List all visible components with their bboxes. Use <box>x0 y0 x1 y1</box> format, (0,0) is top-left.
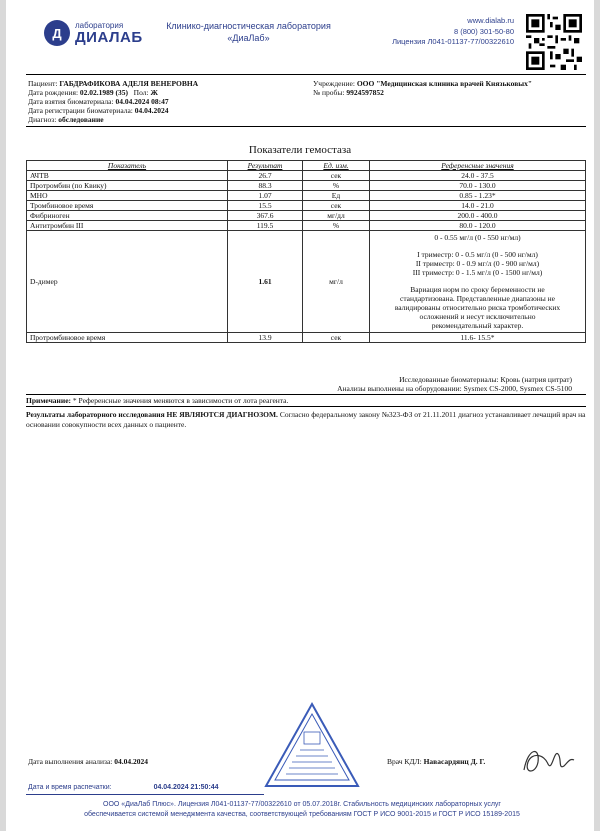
table-row <box>27 333 586 343</box>
col-header: Ед. изм. <box>303 161 370 171</box>
table-header-row <box>27 161 586 171</box>
equipment-text: Анализы выполнены на оборудовании: Sysmex CS-2000, Sysmex CS-5100 <box>337 384 572 393</box>
table-row <box>27 171 586 181</box>
ddimer-ref-general: 0 - 0.55 мг/л (0 - 550 нг/мл) <box>434 233 521 242</box>
lab-license: Лицензия Л041-01137-77/00322610 <box>392 37 514 46</box>
print-underline <box>26 794 264 795</box>
qr-code-icon <box>526 14 582 70</box>
cell-name: АЧТВ <box>27 171 228 181</box>
logo-small-text: лаборатория <box>75 20 124 30</box>
cell-unit: % <box>303 181 370 191</box>
doctor-line <box>387 757 485 766</box>
table-row <box>27 191 586 201</box>
table-row <box>27 221 586 231</box>
analysis-date-line <box>28 757 148 766</box>
col-header: Результат <box>228 161 303 171</box>
inst-value: ООО "Медицинская клиника врачей Князьковых" <box>356 79 533 88</box>
cell-name: Протромбиновое время <box>27 333 228 343</box>
lab-contacts <box>358 16 514 48</box>
analysis-date-value: 04.04.2024 <box>114 757 148 766</box>
note-divider-bottom <box>26 406 586 407</box>
dob-value: 02.02.1989 (35) <box>79 88 129 97</box>
cell-ref: 24.0 - 37.5 <box>370 171 586 181</box>
cell-result: 367.6 <box>228 211 303 221</box>
cell-unit: сек <box>303 201 370 211</box>
page-title: Показатели гемостаза <box>248 144 352 156</box>
patient-name-label: Пациент: <box>28 79 58 88</box>
doctor-label: Врач КДЛ: <box>387 757 422 766</box>
inst-label: Учреждение: <box>313 79 355 88</box>
lab-name-line2: «ДиаЛаб» <box>227 33 270 43</box>
cell-unit: % <box>303 221 370 231</box>
print-date-label: Дата и время распечатки: <box>28 784 112 791</box>
note-label: Примечание: <box>26 396 72 405</box>
ddimer-ref-trimester-2: II триместр: 0 - 0.9 мг/л (0 - 900 нг/мл) <box>415 259 540 268</box>
cell-ref-ddimer <box>370 231 586 333</box>
collect-label: Дата взятия биоматериала: <box>28 97 114 106</box>
patient-name: ГАБДРАФИКОВА АДЕЛЯ ВЕНЕРОВНА <box>59 79 199 88</box>
sample-value: 9924597852 <box>346 88 384 97</box>
doctor-signature-icon <box>518 740 578 780</box>
results-table <box>26 160 586 343</box>
cell-result: 119.5 <box>228 221 303 231</box>
lab-logo <box>44 20 143 46</box>
col-header: Референсные значения <box>370 161 586 171</box>
cell-name: Тромбиновое время <box>27 201 228 211</box>
lab-phone: 8 (800) 301-50-80 <box>453 26 514 36</box>
header-divider <box>26 74 586 75</box>
ddimer-ref-note: осложнений и несут исключительно <box>419 312 536 321</box>
sex-value: Ж <box>150 88 158 97</box>
cell-name: Антитромбин III <box>27 221 228 231</box>
ddimer-ref-note: валидированы относительно риска тромботических <box>394 303 561 312</box>
cell-ref: 11.6- 15.5* <box>370 333 586 343</box>
reg-label: Дата регистрации биоматериала: <box>28 106 133 115</box>
diagnosis-line <box>28 115 104 125</box>
cell-ref: 200.0 - 400.0 <box>370 211 586 221</box>
cell-ref: 14.0 - 21.0 <box>370 201 586 211</box>
cell-result: 15.5 <box>228 201 303 211</box>
table-row <box>27 201 586 211</box>
cell-result: 1.61 <box>228 231 303 333</box>
disclaimer <box>26 410 586 430</box>
sex-label: Пол: <box>133 88 149 97</box>
note-divider-top <box>26 394 586 395</box>
cell-result: 1.07 <box>228 191 303 201</box>
print-date-line <box>28 784 219 791</box>
collect-value: 04.04.2024 08:47 <box>115 97 169 106</box>
cell-unit: мг/дл <box>303 211 370 221</box>
reg-value: 04.04.2024 <box>134 106 169 115</box>
cell-result: 88.3 <box>228 181 303 191</box>
diag-value: обследование <box>58 115 104 124</box>
cell-name: Протромбин (по Квику) <box>27 181 228 191</box>
doctor-name: Навасардянц Д. Г. <box>423 757 486 766</box>
ddimer-ref-note: рекомендательный характер. <box>431 321 524 330</box>
cell-name: Фибриноген <box>27 211 228 221</box>
cell-name: МНО <box>27 191 228 201</box>
cell-result: 26.7 <box>228 171 303 181</box>
cell-ref: 0.85 - 1.23* <box>370 191 586 201</box>
table-row <box>27 181 586 191</box>
ddimer-ref-note: стандартизована. Представленные диапазоны не <box>399 294 556 303</box>
legal-line2: обеспечивается системой менеджмента качества, соответствующей требованиям ГОСТ Р ИСО 9001-2015 и ГОСТ Р ИСО 15189-2015 <box>84 810 520 818</box>
col-header: Показатель <box>27 161 228 171</box>
table-row <box>27 211 586 221</box>
logo-big-text: ДИАЛАБ <box>75 28 143 46</box>
note-text: * Референсные значения меняются в зависимости от лота реагента. <box>72 396 289 405</box>
biomaterial-text: Исследованные биоматериалы: Кровь (натрия цитрат) <box>399 375 572 384</box>
table-row-ddimer <box>27 231 586 333</box>
disclaimer-text: Согласно федеральному закону №323-ФЗ от 21.11.2011 диагноз устанавливает лечащий врач на основании совокупности всех данных о пациенте. <box>26 410 586 429</box>
cell-ref: 70.0 - 130.0 <box>370 181 586 191</box>
sample-line <box>313 88 384 98</box>
document-page <box>6 0 594 831</box>
cell-name: D-димер <box>27 231 228 333</box>
dob-label: Дата рождения: <box>28 88 79 97</box>
sample-label: № пробы: <box>313 88 345 97</box>
lab-name-line1: Клинико-диагностическая лаборатория <box>166 21 331 31</box>
legal-footer <box>24 800 580 819</box>
cell-ref: 80.0 - 120.0 <box>370 221 586 231</box>
analysis-date-label: Дата выполнения анализа: <box>28 757 113 766</box>
ddimer-ref-trimester-1: I триместр: 0 - 0.5 мг/л (0 - 500 нг/мл) <box>417 250 538 259</box>
lab-site: www.dialab.ru <box>467 16 514 25</box>
info-divider <box>26 126 586 127</box>
lab-name <box>166 20 331 44</box>
dialab-logo-icon: Д <box>44 20 70 46</box>
ddimer-ref-trimester-3: III триместр: 0 - 1.5 мг/л (0 - 1500 нг/мл) <box>412 268 543 277</box>
cell-unit: мг/л <box>303 231 370 333</box>
cell-unit: сек <box>303 333 370 343</box>
legal-line1: ООО «ДиаЛаб Плюс». Лицензия Л041-01137-77/00322610 от 05.07.2018г. Стабильность медицинских лабораторных услуг <box>103 801 501 808</box>
diag-label: Диагноз: <box>28 115 57 124</box>
cell-result: 13.9 <box>228 333 303 343</box>
disclaimer-bold: Результаты лабораторного исследования НЕ ЯВЛЯЮТСЯ ДИАГНОЗОМ. <box>26 410 278 419</box>
cell-unit: Ед <box>303 191 370 201</box>
lab-stamp-icon <box>262 700 362 790</box>
cell-unit: сек <box>303 171 370 181</box>
ddimer-ref-note: Вариация норм по сроку беременности не <box>410 285 545 294</box>
note-line <box>26 396 288 405</box>
print-date-value: 04.04.2024 21:50:44 <box>153 784 219 791</box>
